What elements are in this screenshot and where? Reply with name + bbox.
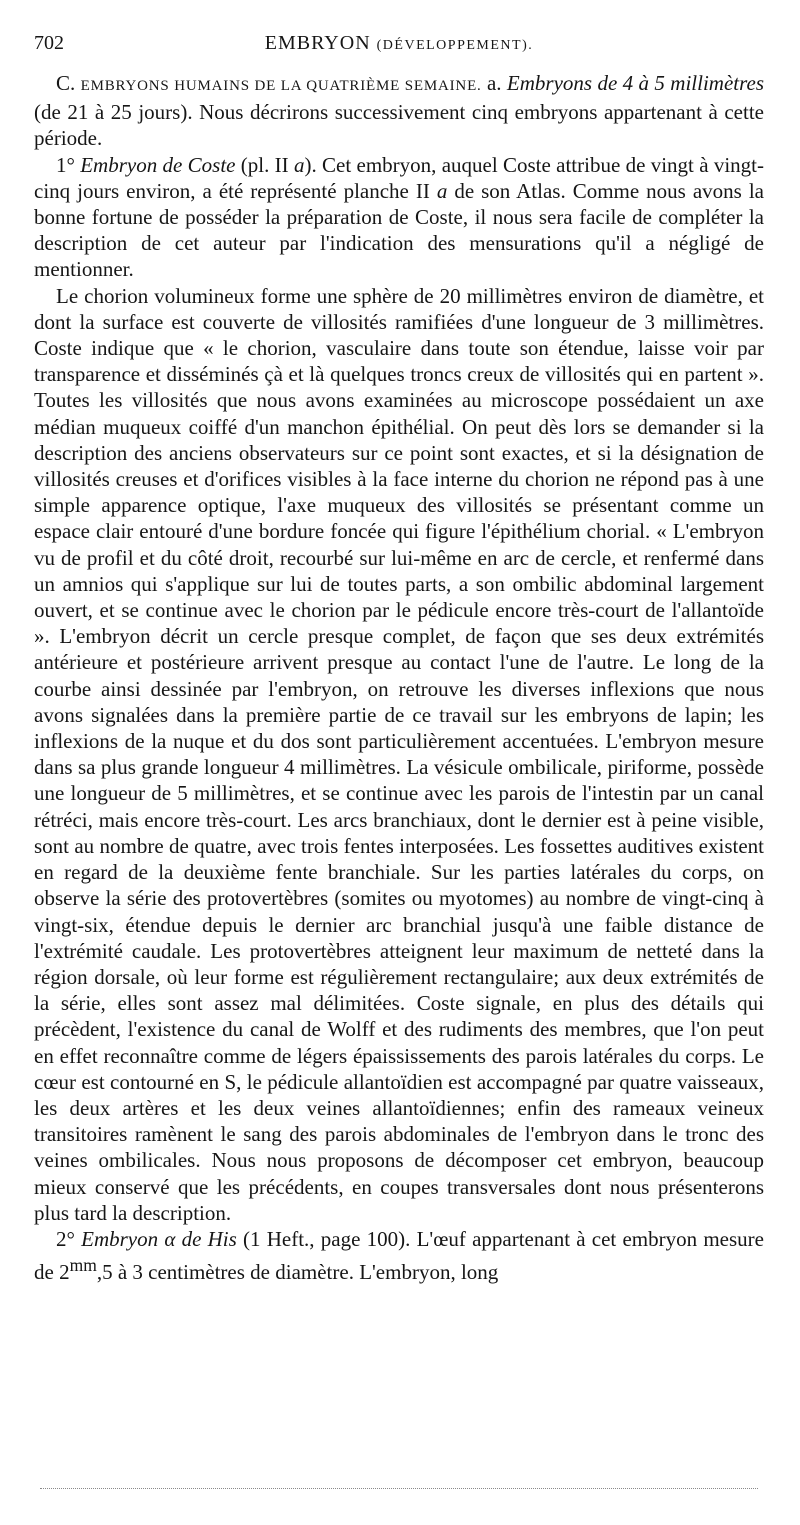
item-2-greek-letter: α	[164, 1226, 176, 1251]
item-1-title: Embryon de Coste	[80, 152, 236, 177]
item-1-ref-close: ).	[304, 152, 317, 177]
item-1-ref-letter: a	[293, 152, 305, 177]
running-title	[34, 28, 764, 61]
running-title-main: EMBRYON	[264, 32, 371, 54]
subsection-label: a.	[486, 71, 502, 95]
footer-dotted-rule	[40, 1488, 758, 1489]
section-heading-paragraph	[34, 70, 764, 152]
chorion-paragraph: Le chorion volumineux forme une sphère de 20 millimètres environ de diamètre, et dont la surface est couverte de villosités ramifiées d'une longueur de 3 millimètres. Coste indique que « le chorion, vasculaire dans toute son étendue, laisse voir par transparence et disséminés çà et là quelques troncs creux de villosités qui en partent ». Toutes les villosités que nous avons examinées au microscope possédaient un axe médian muqueux coiffé d'un manchon épithélial. On peut dès lors se demander si la description des anciens observateurs sur ce point sont exactes, et si la désignation de villosités creuses et d'orifices visibles à la face interne du chorion ne répond pas à une simple apparence optique, l'axe muqueux des villosités se présentant comme un espace clair entouré d'une bordure foncée qui figure l'épithélium chorial. « L'embryon vu de profil et du côté droit, recourbé sur lui-même en arc de cercle, et renfermé dans un amnios qui s'applique sur lui de toutes parts, a son ombilic abdominal largement ouvert, et se continue avec le chorion par le pédicule encore très-court de l'allantoïde ». L'embryon décrit un cercle presque complet, de façon que ses deux extrémités antérieure et postérieure arrivent presque au contact l'une de l'autre. Le long de la courbe ainsi dessinée par l'embryon, on retrouve les diverses inflexions que nous avons signalées dans la première partie de ce travail sur les embryons de lapin; les inflexions de la nuque et du dos sont particulièrement accentuées. L'embryon mesure dans sa plus grande longueur 4 millimètres. La vésicule ombilicale, piriforme, possède une longueur de 5 millimètres, et se continue avec les parois de l'intestin par un canal rétréci, mais encore très-court. Les arcs branchiaux, dont le dernier est à peine visible, sont au nombre de quatre, avec trois fentes interposées. Les fossettes auditives existent en regard de la deuxième fente branchiale. Sur les parties latérales du corps, on observe la série des protovertèbres (somites ou myotomes) au nombre de vingt-cinq à vingt-six, étendue depuis le dernier arc branchial jusqu'à une faible distance de l'extrémité caudale. Les protovertèbres atteignent leur maximum de netteté dans la région dorsale, où leur forme est régulièrement rectangulaire; aux deux extrémités de la série, elles sont assez mal délimitées. Coste signale, en plus des détails qui précèdent, l'existence du canal de Wolff et des rudiments des membres, que l'on peut en effet reconnaître comme de légers épaississements des parois latérales du corps. Le cœur est contourné en S, le pédicule allantoïdien est accompagné par quatre vaisseaux, les deux artères et les deux veines allantoïdiennes; enfin des rameaux veineux transitoires ramènent le sang des parois abdominales de l'embryon dans le tronc des veines ombilicales. Nous nous proposons de décomposer cet embryon, beaucoup mieux conservé que les précédents, en coupes transversales dont nous présenterons plus tard la description.	[34, 283, 764, 1225]
page	[34, 28, 764, 1285]
item-1-text-b: de son Atlas. Comme nous avons la bonne fortune de posséder la préparation de Coste, il nous sera facile de compléter la description de cet auteur par l'indication des mensurations qu'il a négligé de mentionner.	[34, 178, 764, 282]
item-2-paragraph	[34, 1226, 764, 1285]
section-heading: EMBRYONS HUMAINS DE LA QUATRIÈME SEMAINE.	[80, 78, 482, 94]
item-1-number: 1°	[56, 152, 75, 177]
item-2-text-a: L'œuf appartenant à cet embryon mesure de 2	[34, 1226, 764, 1285]
item-1-paragraph	[34, 152, 764, 283]
body-text	[34, 70, 764, 1285]
item-2-text-b: ,5 à 3 centimètres de diamètre. L'embryon, long	[96, 1260, 499, 1285]
subsection-text: (de 21 à 25 jours). Nous décrirons successivement cinq embryons appartenant à cette période.	[34, 100, 764, 151]
running-title-sub: (DÉVELOPPEMENT).	[376, 38, 534, 53]
section-label: C.	[56, 71, 76, 95]
item-1-ref-open: (pl. II	[235, 152, 294, 177]
page-header	[34, 28, 764, 58]
item-2-ref: (1 Heft., page 100).	[236, 1226, 411, 1251]
item-2-title-b: de His	[181, 1226, 237, 1251]
item-2-number: 2°	[56, 1226, 75, 1251]
item-2-title-a: Embryon	[81, 1226, 159, 1251]
item-1-plate-letter: a	[436, 178, 448, 203]
page-number: 702	[34, 32, 64, 54]
item-2-unit-superscript: mm	[69, 1255, 97, 1276]
subsection-heading: Embryons de 4 à 5 millimètres	[506, 71, 764, 95]
item-1-text-a: Cet embryon, auquel Coste attribue de vingt à vingt-cinq jours environ, a été représenté planche II	[34, 152, 764, 203]
